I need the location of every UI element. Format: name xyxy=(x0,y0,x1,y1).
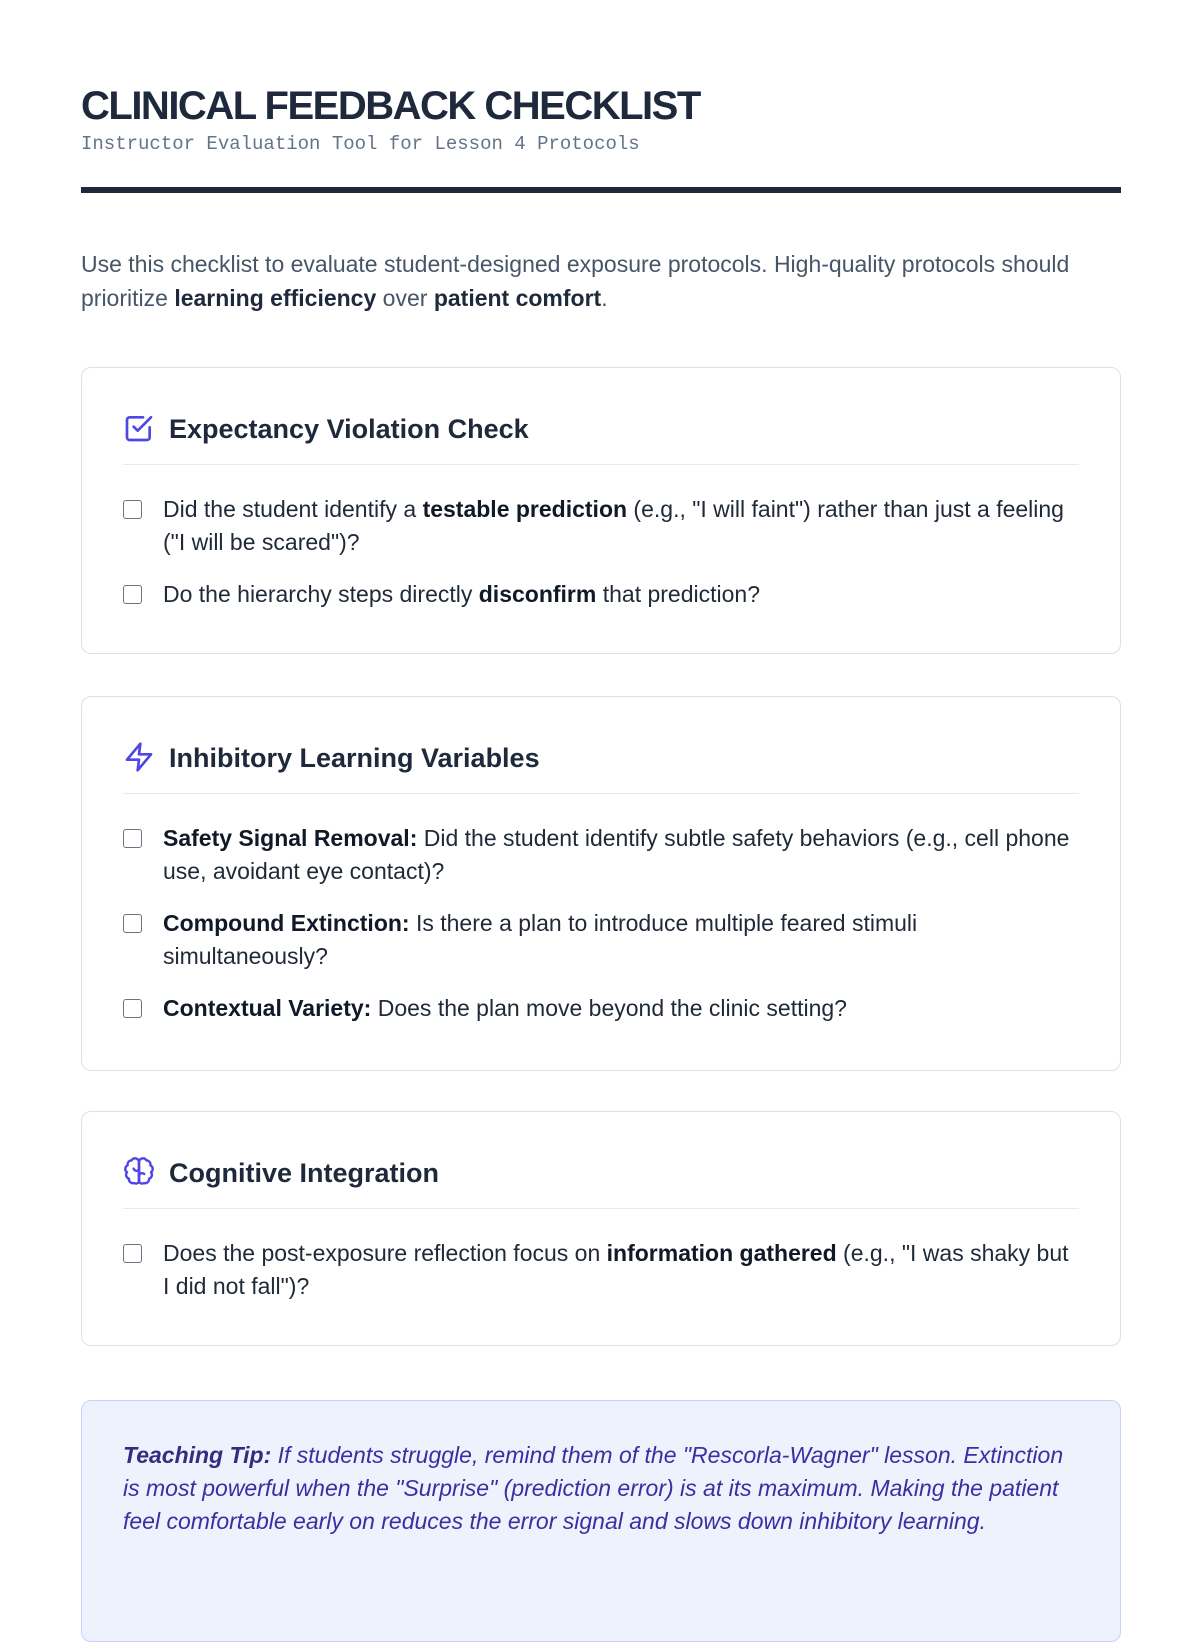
checklist-item-text xyxy=(163,907,1079,973)
item-text: that prediction? xyxy=(596,581,760,607)
intro-text: . xyxy=(601,285,608,311)
item-text: Did the student identify a xyxy=(163,496,423,522)
checklist xyxy=(123,822,1079,1025)
section-header xyxy=(123,412,1079,465)
brain-icon xyxy=(123,1156,155,1188)
intro-emphasis-learning: learning efficiency xyxy=(174,285,377,311)
teaching-tip-body: If students struggle, remind them of the "Rescorla-Wagner" lesson. Extinction is most powerful when the "Surprise" (prediction error) is at its maximum. Making the patient feel comfortable early on reduces the error signal and slows down inhibitory learning. xyxy=(123,1442,1064,1534)
checklist-item xyxy=(123,822,1079,888)
item-text: Does the plan move beyond the clinic setting? xyxy=(371,995,847,1021)
intro-text: over xyxy=(376,285,434,311)
checklist-item-text xyxy=(163,493,1079,559)
item-emphasis: information gathered xyxy=(606,1240,837,1266)
page-header xyxy=(81,84,1120,156)
intro-emphasis-comfort: patient comfort xyxy=(433,285,602,311)
checklist-checkbox[interactable] xyxy=(123,1244,142,1263)
page-title: CLINICAL FEEDBACK CHECKLIST xyxy=(81,84,700,128)
checklist xyxy=(123,1237,1079,1303)
section-card-expectancy xyxy=(81,367,1121,654)
item-emphasis: Compound Extinction: xyxy=(163,910,410,936)
section-card-cognitive xyxy=(81,1111,1121,1346)
teaching-tip-box xyxy=(81,1400,1121,1642)
section-header xyxy=(123,741,1079,794)
checklist-item xyxy=(123,1237,1079,1303)
page-subtitle: Instructor Evaluation Tool for Lesson 4 Protocols xyxy=(81,133,640,155)
lightning-icon xyxy=(123,741,155,773)
checklist-checkbox[interactable] xyxy=(123,829,142,848)
section-card-inhibitory xyxy=(81,696,1121,1071)
item-text: (e.g., "I will faint") rather than just a feeling ("I will be scared")? xyxy=(163,496,1064,555)
checkbox-icon xyxy=(123,412,155,444)
checklist-checkbox[interactable] xyxy=(123,914,142,933)
checklist-item xyxy=(123,907,1079,973)
checklist-checkbox[interactable] xyxy=(123,999,142,1018)
intro-paragraph xyxy=(81,247,1121,315)
teaching-tip-text xyxy=(123,1439,1079,1538)
item-emphasis: disconfirm xyxy=(478,581,597,607)
section-title: Cognitive Integration xyxy=(169,1158,439,1188)
item-text: Does the post-exposure reflection focus on xyxy=(163,1240,607,1266)
checklist-item xyxy=(123,493,1079,559)
teaching-tip-label: Teaching Tip: xyxy=(123,1442,272,1468)
item-text: Do the hierarchy steps directly xyxy=(163,581,479,607)
item-text: (e.g., "I was shaky but I did not fall")? xyxy=(163,1240,1069,1299)
intro-text: Use this checklist to evaluate student-designed exposure protocols. High-quality protocols should prioritize xyxy=(81,251,1070,311)
checklist xyxy=(123,493,1079,611)
section-title: Expectancy Violation Check xyxy=(169,414,529,444)
item-text: Is there a plan to introduce multiple feared stimuli simultaneously? xyxy=(163,910,918,969)
checklist-item xyxy=(123,578,1079,611)
item-emphasis: Contextual Variety: xyxy=(163,995,372,1021)
checklist-item-text xyxy=(163,822,1079,888)
checklist-checkbox[interactable] xyxy=(123,585,142,604)
section-header xyxy=(123,1156,1079,1209)
checklist-item-text xyxy=(163,578,760,611)
checklist-item xyxy=(123,992,1079,1025)
item-emphasis: Safety Signal Removal: xyxy=(163,825,418,851)
section-title: Inhibitory Learning Variables xyxy=(169,743,540,773)
item-text: Did the student identify subtle safety behaviors (e.g., cell phone use, avoidant eye contact)? xyxy=(163,825,1070,884)
header-divider xyxy=(81,187,1121,193)
item-emphasis: testable prediction xyxy=(422,496,628,522)
checklist-item-text xyxy=(163,992,847,1025)
checklist-item-text xyxy=(163,1237,1079,1303)
checklist-checkbox[interactable] xyxy=(123,500,142,519)
